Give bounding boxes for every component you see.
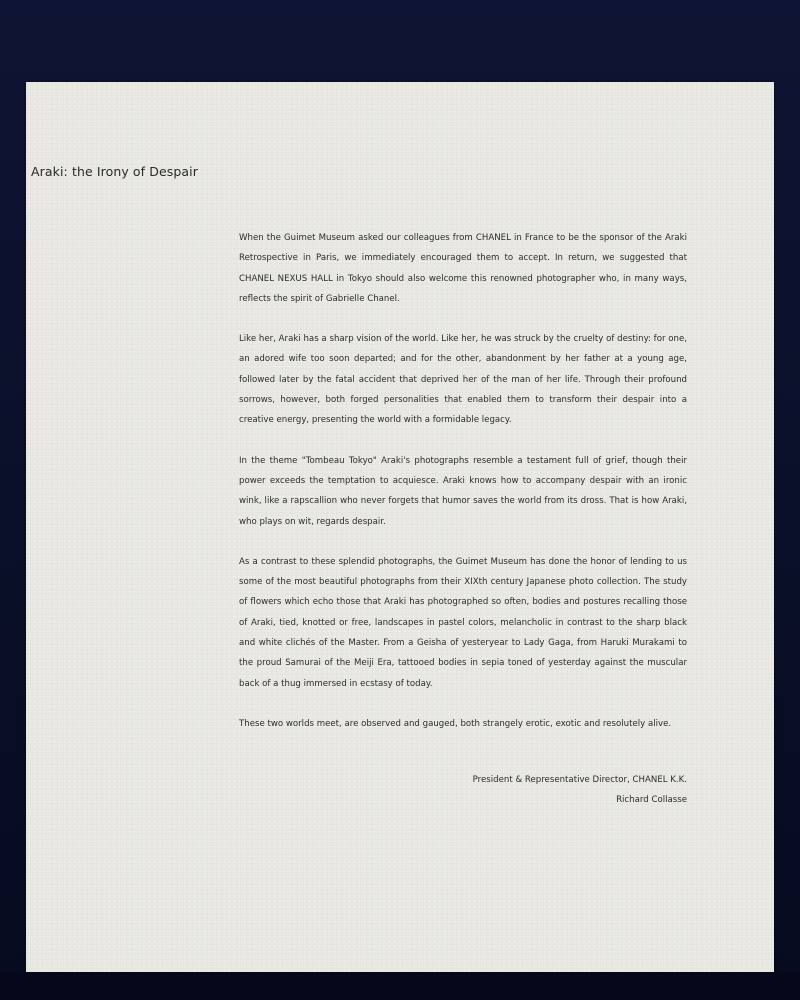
paragraph: As a contrast to these splendid photographs, the Guimet Museum has done the honor of lending to us some of the most beautiful photographs from their XIXth century Japanese photo collection. The study of flowers which echo those that Araki has photographed so often, bodies and postures recalling those of Araki, tied, knotted or free, landscapes in pastel colors, melancholic in contrast to the sharp black and white clichés of the Master. From a Geisha of yesteryear to Lady Gaga, from Haruki Murakami to the proud Samurai of the Meiji Era, tattooed bodies in sepia toned of yesterday against the muscular back of a thug immersed in ecstasy of today. <box>239 556 687 689</box>
paragraph: These two worlds meet, are observed and gauged, both strangely erotic, exotic and resolutely alive. <box>239 718 672 729</box>
signatory-name: Richard Collasse <box>616 795 687 806</box>
signature-block <box>239 770 687 811</box>
page-title: Araki: the Irony of Despair <box>31 164 198 179</box>
bottom-dark-edge <box>0 972 800 1000</box>
paragraph: In the theme "Tombeau Tokyo" Araki's photographs resemble a testament full of grief, though their power exceeds the temptation to acquiesce. Araki knows how to accompany despair with an ironic wink, like a rapscallion who never forgets that humor saves the world from its dross. That is how Araki, who plays on wit, regards despair. <box>239 455 687 527</box>
paragraph: Like her, Araki has a sharp vision of the world. Like her, he was struck by the cruelty of destiny: for one, an adored wife too soon departed; and for the other, abandonment by her father at a young age, followed later by the fatal accident that deprived her of the man of her life. Through their profound sorrows, however, both forged personalities that enabled them to transform their despair into a creative energy, presenting the world with a formidable legacy. <box>239 334 687 426</box>
paragraph: When the Guimet Museum asked our colleagues from CHANEL in France to be the sponsor of the Araki Retrospective in Paris, we immediately encouraged them to accept. In return, we suggested that CHANEL NEXUS HALL in Tokyo should also welcome this renowned photographer who, in many ways, reflects the spirit of Gabrielle Chanel. <box>239 233 687 304</box>
book-page <box>26 82 774 972</box>
essay-body <box>239 228 687 754</box>
signatory-position: President & Representative Director, CHANEL K.K. <box>472 775 687 785</box>
